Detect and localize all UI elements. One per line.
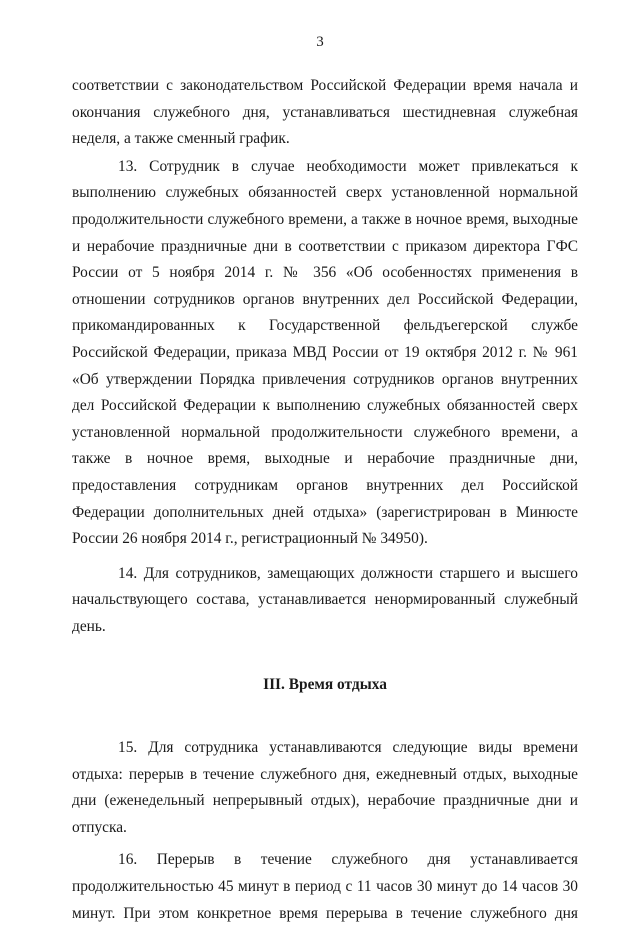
page-number: 3	[316, 34, 324, 50]
paragraph-14: 14. Для сотрудников, замещающих должности старшего и высшего начальствующего состава, устанавливается ненормированный служебный день.	[72, 564, 578, 635]
paragraph-16: 16. Перерыв в течение служебного дня устанавливается продолжительностью 45 минут в период с 11 часов 30 минут до 14 часов 30 минут. При этом конкретное время перерыва в течение служебного дня	[72, 851, 578, 922]
paragraph-13: 13. Сотрудник в случае необходимости может привлекаться к выполнению служебных обязанностей сверх установленной нормальной продолжительности служебного времени, а также в ночное время, выходные и нерабочие праздничные дни в соответствии с приказом директора ГФС России от 5 ноября 2014 г. № 356 «Об особенностях применения в отношении сотрудников органов внутренних дел Российской Федерации, прикомандированных к Государственной фельдъегерской службе Российской Федерации, приказа МВД России от 19 октября 2012 г. № 961 «Об утверждении Порядка привлечения сотрудников органов внутренних дел Российской Федерации к выполнению служебных обязанностей сверх установленной нормальной продолжительности служебного времени, а также в ночное время, выходные и нерабочие праздничные дни, предоставления сотрудникам органов внутренних дел Российской Федерации дополнительных дней отдыха» (зарегистрирован в Минюсте России 26 ноября 2014 г., регистрационный № 34950).	[72, 157, 578, 548]
paragraph-15: 15. Для сотрудника устанавливаются следующие виды времени отдыха: перерыв в течение служебного дня, ежедневный отдых, выходные дни (еженедельный непрерывный отдых), нерабочие праздничные дни и отпуска.	[72, 739, 578, 836]
section-title: III. Время отдыха	[263, 676, 387, 694]
document-body	[72, 73, 578, 927]
paragraph-continuation: соответствии с законодательством Российской Федерации время начала и окончания служебного дня, устанавливаться шестидневная служебная неделя, а также сменный график.	[72, 77, 578, 148]
